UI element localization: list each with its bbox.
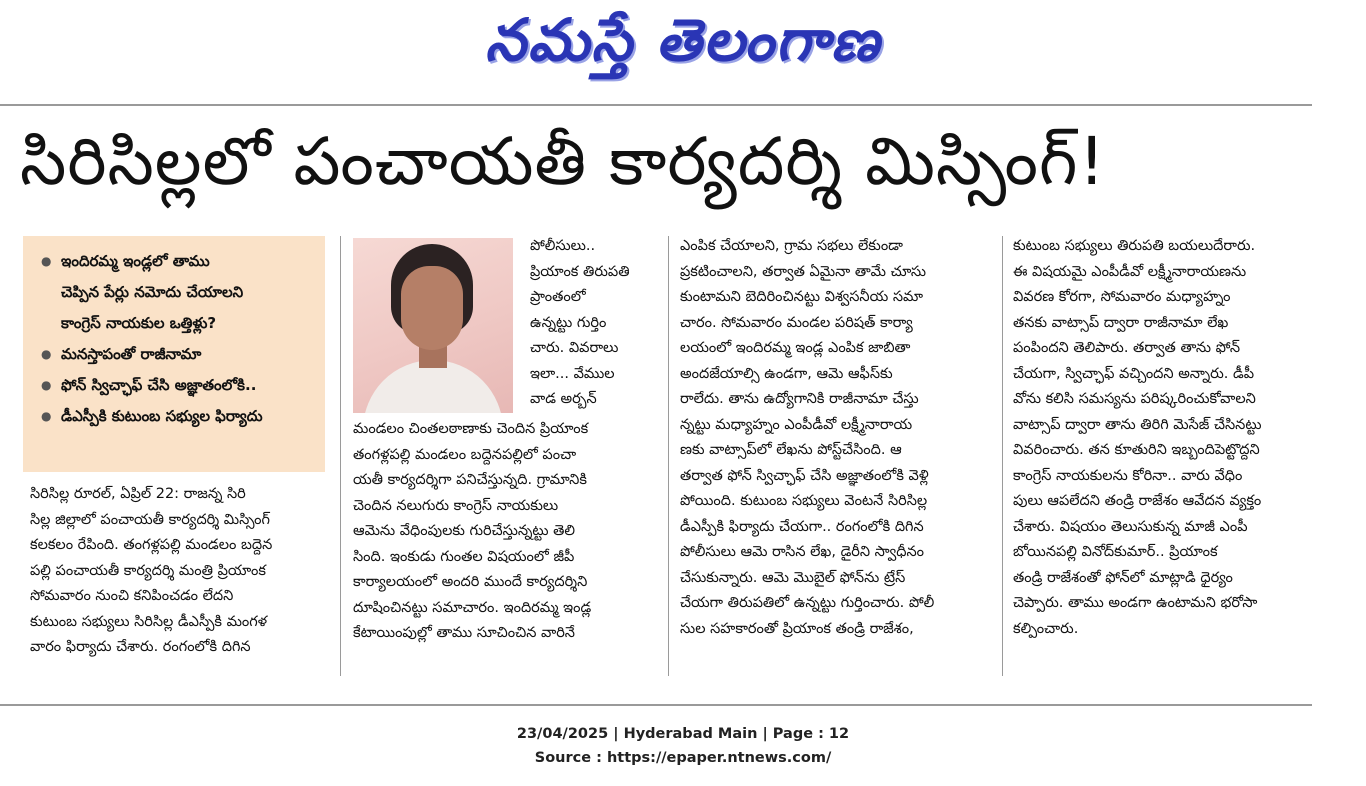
text-line: పోయింది. కుటుంబ సభ్యులు వెంటనే సిరిసిల్ల [680,493,928,509]
text-line: చేసుకున్నారు. ఆమె మొబైల్ ఫోన్‌ను ట్రేస్ [680,569,906,586]
text-line: ఆమెను వేధింపులకు గురిచేస్తున్నట్టు తెలి [353,523,576,539]
text-line: చారం. సోమవారం మండల పరిషత్ కార్యా [680,314,913,331]
text-line: చెందిన నలుగురు కాంగ్రెస్ నాయకులు [353,497,559,514]
text-line: తర్వాత ఫోన్ స్విచ్ఛాఫ్ చేసి అజ్ఞాతంలోకి వెళ్లి [680,467,929,484]
article-column-4 [1013,234,1313,642]
text-line: కుంటామని బెదిరించినట్టు విశ్వసనీయ సమా [680,289,923,305]
text-line: ణకు వాట్సాప్‌లో లేఖను పోస్ట్‌చేసింది. ఆ [680,442,902,458]
text-line: సింది. ఇంకుడు గుంతల విషయంలో జీపీ [353,548,575,565]
column-divider [668,236,669,676]
newspaper-logo: నమస్తే తెలంగాణ [485,6,881,74]
text-line: బోయినపల్లి వినోద్‌కుమార్.. ప్రియాంక [1013,544,1218,560]
bullet-icon: ● [41,378,52,392]
text-line: ప్రాంతంలో [530,289,586,305]
text-line: పోలీసులు ఆమె రాసిన లేఖ, డైరీని స్వాధీనం [680,544,925,560]
text-line: యతీ కార్యదర్శిగా పనిచేస్తున్నది. గ్రామానికి [353,472,587,488]
text-line: ఉన్నట్టు గుర్తిం [530,314,607,331]
article-column-1 [30,482,330,661]
text-line: డీఎస్పీకి ఫిర్యాదు చేయగా.. రంగంలోకి దిగిన [680,518,924,535]
top-divider [0,104,1312,106]
text-line: కల్పించారు. [1013,620,1079,637]
article-column-3 [680,234,990,642]
text-line: పల్లి పంచాయతీ కార్యదర్శి మంత్రి ప్రియాంక [30,562,266,579]
column-divider [1002,236,1003,676]
text-line: పోలీసులు.. [530,238,596,254]
text-line: ఇలా... వేముల [530,365,615,382]
text-line: వోను కలిసి సమస్యను పరిష్కరించుకోవాలని [1013,391,1256,407]
text-line: పంపిందని తెలిపారు. తర్వాత తాను ఫోన్ [1013,340,1241,356]
text-line: వాడ అర్బన్ [530,391,597,407]
page-footer [0,722,1366,770]
highlight-item: ● డీఎస్పీకి కుటుంబ సభ్యుల ఫిర్యాదు [39,401,319,432]
highlight-item: ● మనస్తాపంతో రాజీనామా [39,339,319,370]
text-line: కుటుంబ సభ్యులు తిరుపతి బయలుదేరారు. [1013,238,1256,254]
text-line: ఈ విషయమై ఎంపీడీవో లక్ష్మీనారాయణను [1013,263,1247,280]
text-line: చారు. వివరాలు [530,340,619,356]
text-line: ఎంపిక చేయాలని, గ్రామ సభలు లేకుండా [680,238,903,254]
portrait-photo [353,238,513,413]
text-line: దూషించినట్టు సమాచారం. ఇందిరమ్మ ఇండ్ల [353,599,592,616]
text-line: వారం ఫిర్యాదు చేశారు. రంగంలోకి దిగిన [30,639,251,655]
text-line: ప్రకటించాలని, తర్వాత ఏమైనా తామే చూసు [680,263,927,280]
text-line: సిల్ల జిల్లాలో పంచాయతీ కార్యదర్శి మిస్సింగ్ [30,511,270,528]
text-line: కాంగ్రెస్ నాయకులను కోరినా.. వారు వేధిం [1013,467,1243,484]
text-line: తండ్రి రాజేశంతో ఫోన్‌లో మాట్లాడి ధైర్యం [1013,569,1233,586]
text-line: సిరిసిల్ల రూరల్, ఏప్రిల్ 22: రాజన్న సిరి [30,486,246,502]
bullet-icon: ● [41,409,52,423]
text-line: తంగళ్లపల్లి మండలం బద్దెనపల్లిలో పంచా [353,446,577,463]
text-line: చేయగా తిరుపతిలో ఉన్నట్టు గుర్తించారు. పోలీ [680,595,935,611]
text-line: సుల సహకారంతో ప్రియాంక తండ్రి రాజేశం, [680,620,914,637]
text-line: తనకు వాట్సాప్ ద్వారా రాజీనామా లేఖ [1013,314,1229,331]
text-line: ప్రియాంక తిరుపతి [530,263,630,280]
text-line: పులు ఆపలేదని తండ్రి రాజేశం ఆవేదన వ్యక్తం [1013,493,1262,509]
edition-info: 23/04/2025 | Hyderabad Main | Page : 12 [516,726,850,742]
text-line: వాట్సాప్ ద్వారా తాను తిరిగి మెసేజ్ చేసినట్టు [1013,416,1262,433]
text-line: వివరించారు. తన కూతురిని ఇబ్బందిపెట్టొద్దని [1013,442,1260,458]
text-line: చెప్పారు. తాము అండగా ఉంటామని భరోసా [1013,595,1258,611]
masthead [0,0,1366,90]
article-column-2-top [530,234,655,413]
text-line: న్నట్టు మధ్యాహ్నం ఎంపీడీవో లక్ష్మీనారాయ [680,416,913,433]
text-line: సోమవారం నుంచి కనిపించడం లేదని [30,588,234,604]
text-line: కలకలం రేపింది. తంగళ్లపల్లి మండలం బద్దెన [30,537,273,553]
text-line: కుటుంబ సభ్యులు సిరిసిల్ల డీఎస్పీకి మంగళ [30,613,268,630]
text-line: చేశారు. విషయం తెలుసుకున్న మాజీ ఎంపీ [1013,518,1248,535]
highlight-item: చెప్పిన పేర్లు నమోదు చేయాలని [61,283,244,301]
bottom-divider [0,704,1312,706]
text-line: కార్యాలయంలో అందరి ముందే కార్యదర్శిని [353,574,588,590]
text-line: రాలేదు. తాను ఉద్యోగానికి రాజీనామా చేస్తు [680,391,919,407]
text-line: కేటాయింపుల్లో తాము సూచించిన వారినే [353,625,575,641]
text-line: అందజేయాల్సి ఉండగా, ఆమె ఆఫీస్‌కు [680,365,893,382]
text-line: లయంలో ఇందిరమ్మ ఇండ్ల ఎంపిక జాబితా [680,340,911,356]
highlight-item: ● ఫోన్ స్విచ్ఛాఫ్ చేసి అజ్ఞాతంలోకి.. [39,370,319,401]
text-line: వివరణ కోరగా, సోమవారం మధ్యాహ్నం [1013,289,1231,305]
highlight-item: ● ఇందిరమ్మ ఇండ్లలో తాము [39,246,319,277]
text-line: చేయగా, స్విచ్ఛాఫ్ వచ్చిందని అన్నారు. డీపీ [1013,365,1255,382]
article-column-2-bottom [353,417,658,647]
bullet-icon: ● [41,347,52,361]
highlights-box [23,236,325,472]
text-line: మండలం చింతలఠాణాకు చెందిన ప్రియాంక [353,421,589,437]
column-divider [340,236,341,676]
article-headline: సిరిసిల్లలో పంచాయతీ కార్యదర్శి మిస్సింగ్! [20,123,1106,200]
highlight-item: కాంగ్రెస్ నాయకుల ఒత్తిళ్లు? [61,314,217,332]
source-link: Source : https://epaper.ntnews.com/ [534,750,832,766]
bullet-icon: ● [41,254,52,268]
